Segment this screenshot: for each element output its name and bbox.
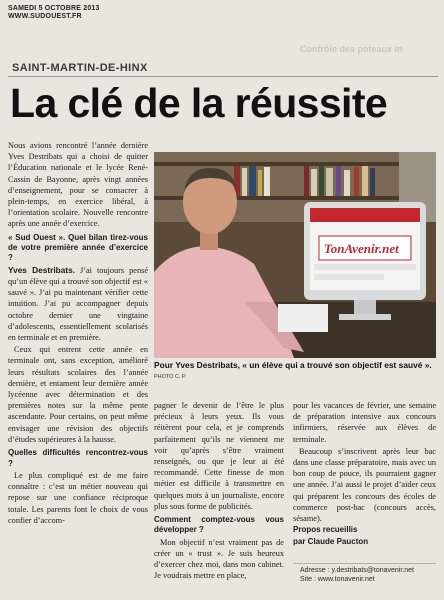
contact-email: Adresse : y.destribats@tonavenir.net [300, 567, 414, 574]
article-photo [154, 152, 436, 358]
byline-line-1: Propos recueillis [293, 525, 358, 535]
photo-credit: PHOTO C. P. [154, 374, 187, 380]
answer-1-continued: Ceux qui entrent cette année en terminale ont, sans exception, amélioré leurs résultats scolaires des l’année dernière, et entament leur dernière année lycéenne avec détermination et des premières notes sur la même pente ascendante. Pour certains, on peut même envisager une révision des objectifs d’études supérieures à la hausse. [8, 345, 148, 444]
answer-3-continued: pour les vacances de février, une semaine de préparation intensive aux concours infirmiers, réservée aux élèves de terminale. [293, 401, 436, 444]
question-2: Quelles difficultés rencontrez-vous ? [8, 448, 148, 468]
answer-1-speaker: Yves Destribats. [8, 264, 76, 275]
answer-3-final: Beaucoup s’inscrivent après leur bac dans une classe préparatoire, mais avec un bon coup de pouce, ils pourraient gagner une année. J’ai aussi le projet d’aider ceux qui préparent les concours des écoles de commerce post-bac (concours accès, sésame). [293, 446, 436, 524]
article-column-left [8, 140, 148, 592]
page-header [8, 5, 100, 21]
byline-line-2: par Claude Paucton [293, 536, 369, 546]
question-3: Comment comptez-vous vous développer ? [154, 515, 284, 535]
answer-1 [8, 265, 148, 343]
contact-divider [293, 563, 436, 564]
answer-2: Le plus compliqué est de me faire connaître : c’est un métier nouveau qui repose sur une confiance réciproque totale. Les parents font le choix de vous confier d’accom- [8, 470, 148, 525]
article-locale: SAINT-MARTIN-DE-HINX [12, 62, 148, 74]
answer-2-continued: pagner le devenir de l’être le plus précieux à leurs yeux. Ils vous réitèrent pour cela, et je comprends parfaitement qu’ils ne viennent me voir qu’après s’être vraiment renseignés, ou que je leur ai été recommandé. Cette finesse de mon métier est difficile à transmettre en quelques mots à un journaliste, encore plus sous forme de publicités. [154, 401, 284, 511]
contact-site: Site : www.tonavenir.net [300, 576, 375, 583]
screen-logo: TonAvenir.net [324, 241, 399, 256]
answer-3: Mon objectif n’est vraiment pas de créer un « trust ». Je suis heureux d’exercer chez moi, dans mon cabinet. Je voudrais mettre en place, [154, 537, 284, 581]
article-intro: Nous avions rencontré l’année dernière Yves Destribats qui a choisi de quitter l’Éducation nationale et le lycée René-Cassin de Bayonne, après vingt années d’enseignement, pour se consacrer à plein-temps, en exercice libéral, à l’orientation scolaire. Nouvelle rencontre après une année d’exercice. [8, 141, 148, 229]
article-column-right [293, 400, 436, 560]
answer-1-text: J’ai toujours pensé qu’un élève qui a trouvé son objectif est « sauvé ». J’ai pu maintenant vérifier cette intuition. J’ai pu accompagner depuis octobre dernier une vingtaine d’adolescents, essentiellement scolarisés en terminale et en première. [8, 265, 148, 343]
article-column-middle [154, 400, 284, 592]
photo-portrait-at-desk [154, 152, 436, 358]
keyboard-graphic [278, 304, 328, 332]
website-url: WWW.SUDOUEST.FR [8, 13, 82, 20]
question-1: « Sud Ouest ». Quel bilan tirez-vous de votre première année d’exercice ? [8, 232, 148, 263]
edition-date: SAMEDI 5 OCTOBRE 2013 [8, 5, 100, 12]
faded-neighbor-headline: Contrôle des poteaux in [300, 44, 403, 54]
article-headline: La clé de la réussite [10, 80, 388, 126]
photo-caption-text: Pour Yves Destribats, « un élève qui a trouvé son objectif est sauvé ». [154, 360, 432, 370]
contact-box [300, 566, 440, 584]
photo-caption [154, 360, 436, 382]
